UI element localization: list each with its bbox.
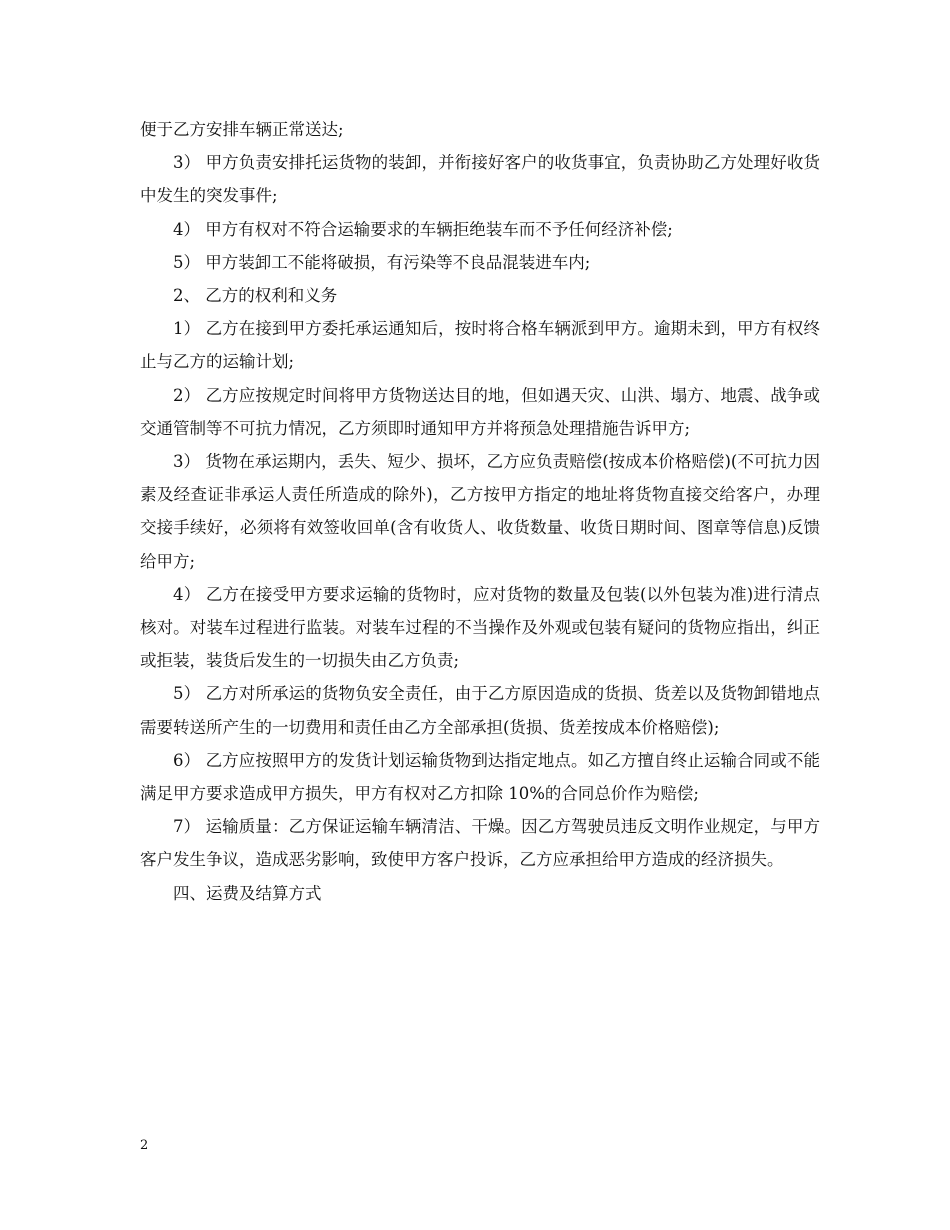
paragraph-11: 7） 运输质量：乙方保证运输车辆清洁、干燥。因乙方驾驶员违反文明作业规定，与甲方客户发生争议，造成恶劣影响，致使甲方客户投诉，乙方应承担给甲方造成的经济损失。 (140, 817, 820, 870)
paragraph-3: 5） 甲方装卸工不能将破损，有污染等不良品混装进车内; (173, 252, 591, 272)
paragraph-2: 4） 甲方有权对不符合运输要求的车辆拒绝装车而不予任何经济补偿; (173, 219, 673, 239)
section-heading-freight-settlement: 四、运费及结算方式 (173, 883, 322, 903)
paragraph-8: 4） 乙方在接受甲方要求运输的货物时，应对货物的数量及包装(以外包装为准)进行清点核对。对装车过程进行监装。对装车过程的不当操作及外观或包装有疑问的货物应指出，纠正或拒装，装货后发生的一切损失由乙方负责; (140, 584, 820, 671)
document-body (140, 113, 820, 910)
paragraph-7: 3） 货物在承运期内，丢失、短少、损坏，乙方应负责赔偿(按成本价格赔偿)(不可抗力因素及经查证非承运人责任所造成的除外)，乙方按甲方指定的地址将货物直接交给客户，办理交接手续好，必须将有效签收回单(含有收货人、收货数量、收货日期时间、图章等信息)反馈给甲方; (140, 452, 820, 571)
paragraph-9: 5） 乙方对所承运的货物负安全责任，由于乙方原因造成的货损、货差以及货物卸错地点需要转送所产生的一切费用和责任由乙方全部承担(货损、货差按成本价格赔偿); (140, 684, 820, 737)
paragraph-0: 便于乙方安排车辆正常送达; (140, 120, 344, 139)
paragraph-1: 3） 甲方负责安排托运货物的装卸，并衔接好客户的收货事宜，负责协助乙方处理好收货中发生的突发事件; (140, 153, 820, 206)
page-number: 2 (140, 1138, 149, 1153)
paragraph-10: 6） 乙方应按照甲方的发货计划运输货物到达指定地点。如乙方擅自终止运输合同或不能满足甲方要求造成甲方损失，甲方有权对乙方扣除 10%的合同总价作为赔偿; (140, 750, 820, 804)
paragraph-5: 1） 乙方在接到甲方委托承运通知后，按时将合格车辆派到甲方。逾期未到，甲方有权终止与乙方的运输计划; (140, 319, 820, 372)
paragraph-6: 2） 乙方应按规定时间将甲方货物送达目的地，但如遇天灾、山洪、塌方、地震、战争或交通管制等不可抗力情况，乙方须即时通知甲方并将预急处理措施告诉甲方; (140, 385, 820, 438)
section-heading-party-b-rights: 2、 乙方的权利和义务 (173, 286, 338, 306)
